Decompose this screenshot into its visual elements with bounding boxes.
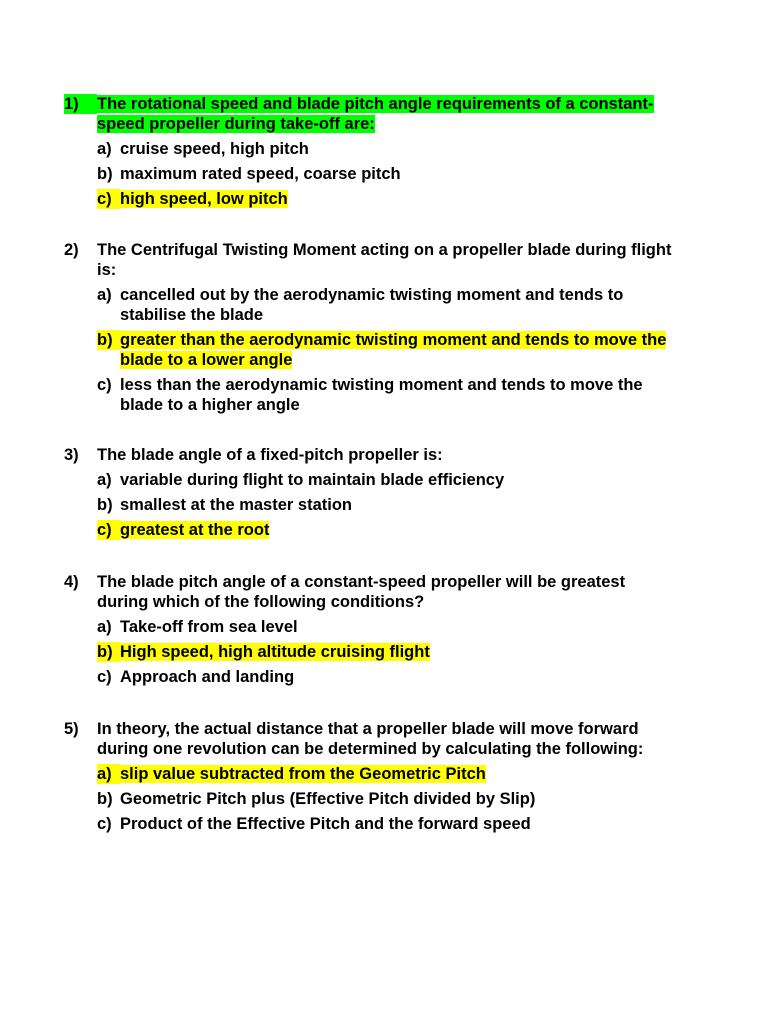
question-number: 4) (64, 573, 79, 591)
option-text: Geometric Pitch plus (Effective Pitch divided by Slip) (120, 790, 536, 808)
question-stem (64, 94, 674, 134)
option-text: smallest at the master station (120, 496, 352, 514)
question-4 (64, 572, 674, 692)
options-list (64, 139, 674, 209)
option-letter: a) (97, 471, 112, 489)
option-letter: c) (97, 668, 112, 686)
option-text (120, 642, 674, 662)
option-text: Approach and landing (120, 668, 295, 686)
options-list (64, 764, 674, 834)
option-b-answer (97, 330, 674, 370)
option-c (97, 667, 674, 687)
option-letter: b) (97, 642, 120, 662)
options-list (64, 617, 674, 687)
option-c (97, 375, 674, 415)
option-c-answer (97, 189, 674, 209)
option-text: cancelled out by the aerodynamic twisting moment and tends to stabilise the blade (120, 286, 624, 324)
option-letter: a) (97, 618, 112, 636)
option-text: Take-off from sea level (120, 618, 298, 636)
option-c-answer (97, 520, 674, 540)
question-stem (64, 445, 674, 465)
option-b-answer (97, 642, 674, 662)
options-list (64, 285, 674, 415)
answer-highlight: high speed, low pitch (120, 190, 288, 208)
option-text: maximum rated speed, coarse pitch (120, 165, 401, 183)
question-text: The blade angle of a fixed-pitch propeller is: (97, 446, 443, 464)
question-3 (64, 445, 674, 545)
option-text (120, 330, 674, 370)
answer-highlight: slip value subtracted from the Geometric Pitch (120, 765, 486, 783)
option-letter: c) (97, 815, 112, 833)
option-a (97, 139, 674, 159)
option-a-answer (97, 764, 674, 784)
question-number: 5) (64, 720, 79, 738)
answer-highlight: greater than the aerodynamic twisting moment and tends to move the blade to a lower angle (120, 331, 667, 369)
question-5 (64, 719, 674, 839)
option-text (120, 764, 674, 784)
option-b (97, 495, 674, 515)
question-stem (64, 719, 674, 759)
option-letter: a) (97, 764, 120, 784)
option-text: cruise speed, high pitch (120, 140, 309, 158)
option-letter: c) (97, 520, 120, 540)
question-number: 3) (64, 446, 79, 464)
option-text (120, 520, 674, 540)
options-list (64, 470, 674, 540)
option-c (97, 814, 674, 834)
option-letter: a) (97, 140, 112, 158)
option-a (97, 617, 674, 637)
question-stem (64, 240, 674, 280)
question-number: 1) (64, 94, 97, 114)
option-b (97, 789, 674, 809)
question-stem (64, 572, 674, 612)
option-letter: a) (97, 286, 112, 304)
question-number: 2) (64, 241, 79, 259)
option-letter: b) (97, 165, 113, 183)
option-text: less than the aerodynamic twisting moment and tends to move the blade to a higher angle (120, 376, 643, 414)
option-b (97, 164, 674, 184)
question-1 (64, 94, 674, 214)
answer-highlight: High speed, high altitude cruising flight (120, 643, 430, 661)
option-text: Product of the Effective Pitch and the forward speed (120, 815, 531, 833)
option-a (97, 285, 674, 325)
answer-highlight: greatest at the root (120, 521, 270, 539)
option-text: variable during flight to maintain blade efficiency (120, 471, 505, 489)
question-text-highlight: The rotational speed and blade pitch angle requirements of a constant-speed propeller during take-off are: (97, 95, 654, 133)
option-letter: b) (97, 790, 113, 808)
option-letter: c) (97, 376, 112, 394)
question-text: The blade pitch angle of a constant-speed propeller will be greatest during which of the following conditions? (97, 573, 626, 611)
option-text (120, 189, 674, 209)
question-text: The Centrifugal Twisting Moment acting on a propeller blade during flight is: (97, 241, 672, 279)
question-2 (64, 240, 674, 420)
option-letter: c) (97, 189, 120, 209)
question-text: In theory, the actual distance that a propeller blade will move forward during one revolution can be determined by calculating the following: (97, 720, 644, 758)
option-letter: b) (97, 330, 120, 350)
option-a (97, 470, 674, 490)
question-text (97, 94, 674, 134)
option-letter: b) (97, 496, 113, 514)
